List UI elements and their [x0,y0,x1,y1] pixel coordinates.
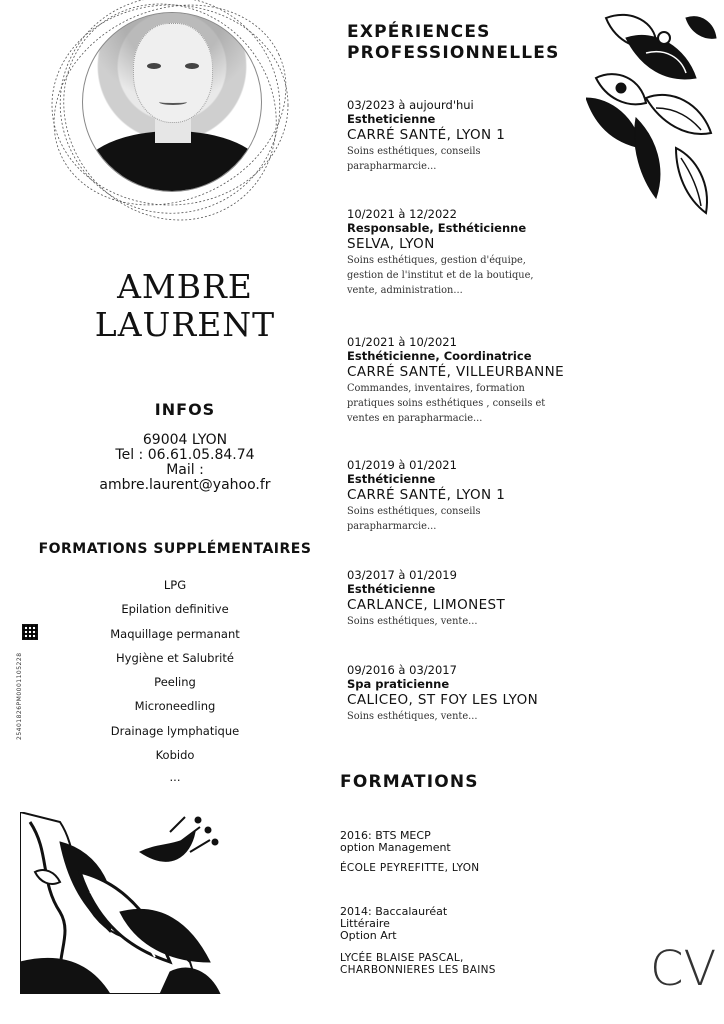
supplementary-item: Drainage lymphatique [110,724,240,738]
formation-school: CHARBONNIERES LES BAINS [340,964,496,976]
job-description: gestion de l'institut et de la boutique, [347,270,534,281]
formation-option: Option Art [340,929,397,942]
experiences-heading-line1: EXPÉRIENCES [347,22,491,42]
job-title: Responsable, Esthéticienne [347,221,527,235]
job-dates: 09/2016 à 03/2017 [347,663,457,677]
info-email: ambre.laurent@yahoo.fr [99,477,271,493]
job-description: Soins esthétiques, vente... [347,711,478,722]
cv-mark: CV [650,941,717,997]
first-name: AMBRE [117,267,253,306]
supplementary-item: Microneedling [134,699,216,713]
formations-heading: FORMATIONS [340,772,479,792]
infos-heading: INFOS [154,400,216,419]
experience-item [347,663,587,724]
supplementary-item: Kobido [155,748,195,762]
info-mail-label: Mail : [166,462,204,478]
formation-degree: 2016: BTS MECP [340,829,431,842]
supplementary-heading: FORMATIONS SUPPLÉMENTAIRES [38,541,312,557]
supplementary-item: ... [169,770,181,784]
job-title: Esthéticienne [347,582,436,596]
job-dates: 03/2017 à 01/2019 [347,568,457,582]
flower-illustration-top-right [586,8,718,220]
job-description: ventes en parapharmacie... [347,413,483,424]
formation-school: ÉCOLE PEYREFITTE, LYON [340,862,480,874]
job-company: CARRÉ SANTÉ, VILLEURBANNE [347,364,565,380]
job-description: Soins esthétiques, conseils [347,146,481,157]
job-description: parapharmarcie... [347,521,437,532]
flower-illustration-bottom-left [20,812,230,994]
formation-item [340,830,600,874]
job-dates: 03/2023 à aujourd'hui [347,98,474,112]
experience-item [347,458,587,534]
job-dates: 01/2019 à 01/2021 [347,458,457,472]
job-company: CARRÉ SANTÉ, LYON 1 [347,127,506,143]
formation-school: LYCÉE BLAISE PASCAL, [340,952,464,964]
job-description: vente, administration... [347,285,463,296]
job-description: Commandes, inventaires, formation [347,383,525,394]
supplementary-item: Peeling [154,675,196,689]
job-company: CARRÉ SANTÉ, LYON 1 [347,487,506,503]
supplementary-item: LPG [163,578,187,592]
job-description: pratiques soins esthétiques , conseils et [347,398,546,409]
experience-item [347,335,587,426]
experience-item [347,207,587,298]
formation-item [340,906,600,976]
experiences-heading-line2: PROFESSIONNELLES [347,43,560,63]
job-description: Soins esthétiques, gestion d'équipe, [347,255,526,266]
formation-option: Littéraire [340,917,390,930]
experience-item [347,98,587,174]
candidate-name [70,268,300,344]
job-company: SELVA, LYON [347,236,435,252]
job-title: Esthéticienne, Coordinatrice [347,349,532,363]
info-phone: Tel : 06.61.05.84.74 [115,447,255,463]
portrait-photo [82,12,262,192]
last-name: LAURENT [94,305,276,344]
job-company: CALICEO, ST FOY LES LYON [347,692,539,708]
supplementary-item: Hygiène et Salubrité [116,651,234,665]
job-description: Soins esthétiques, conseils [347,506,481,517]
formation-degree: 2014: Baccalauréat [340,905,448,918]
experiences-heading [347,22,607,64]
supplementary-item: Epilation definitive [121,602,229,616]
formation-option: option Management [340,841,451,854]
job-dates: 01/2021 à 10/2021 [347,335,457,349]
job-description: parapharmarcie... [347,161,437,172]
experience-item [347,568,587,629]
job-title: Esthéticienne [347,472,436,486]
job-dates: 10/2021 à 12/2022 [347,207,457,221]
job-description: Soins esthétiques, vente... [347,616,478,627]
supplementary-item: Maquillage permanant [110,627,240,641]
side-code: 25401826PM0001105228 [16,652,23,740]
job-company: CARLANCE, LIMONEST [347,597,506,613]
job-title: Estheticienne [347,112,436,126]
info-city: 69004 LYON [142,432,228,448]
qr-code-icon [22,624,38,640]
job-title: Spa praticienne [347,677,450,691]
